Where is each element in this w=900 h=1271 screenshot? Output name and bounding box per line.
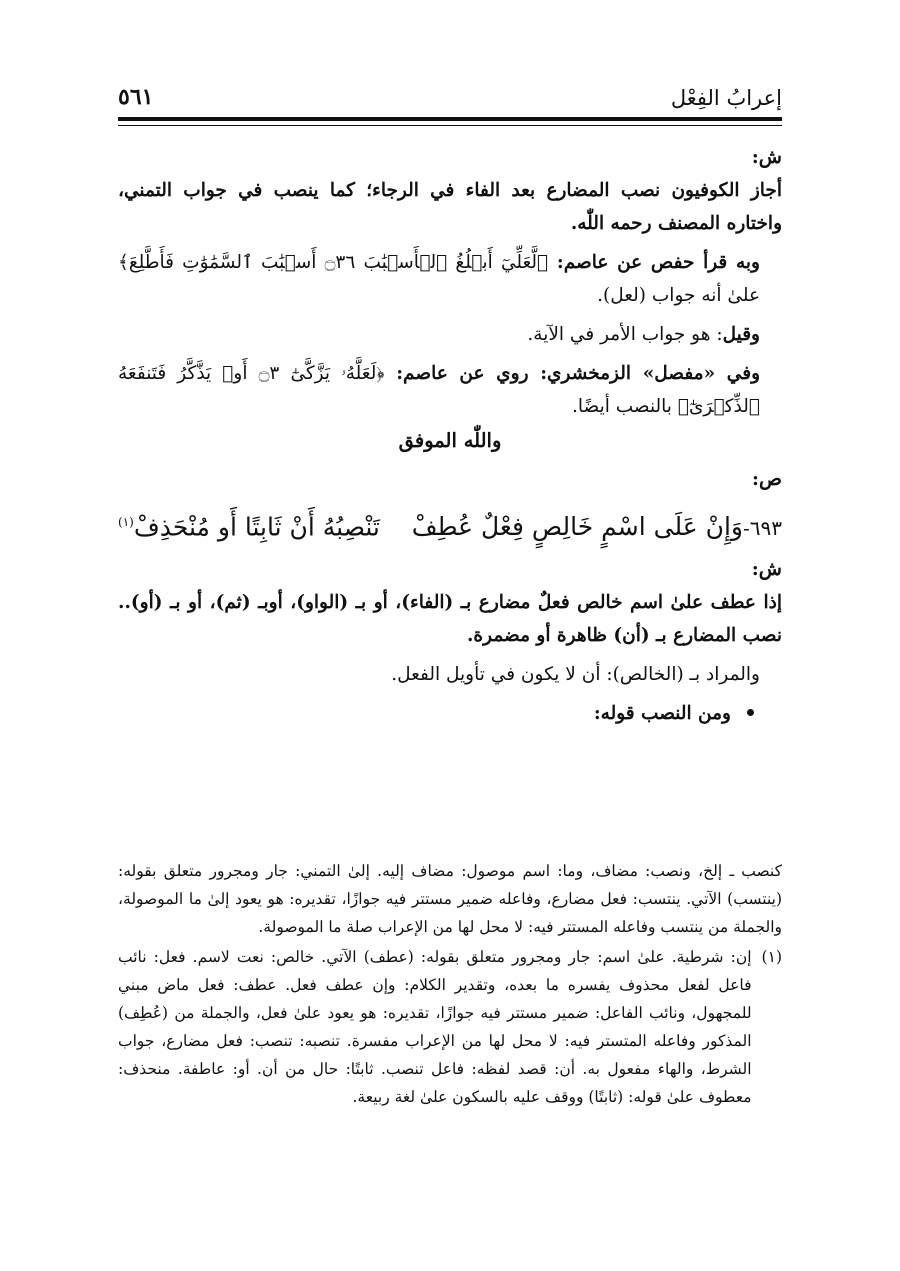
bullet-dot-icon [747,709,754,716]
poem-verse [118,498,782,552]
verse-first-text: وَإِنْ عَلَى اسْمٍ خَالِصٍ فِعْلٌ عُطِفْ [411,512,743,542]
quran-verse-abasa: ﴿لَعَلَّهُۥ يَزَّكَّىٰٓ ۝٣ أَوۡ يَذَّكَّرُ فَتَنفَعَهُ ٱلذِّكۡرَىٰٓ﴾ [118,363,760,417]
chapter-title: إعرابُ الفِعْل [670,86,782,110]
verse-second-text: تَنْصِبُهُ أَنْ ثَابِتًا أَو مُنْحَذِفْ [133,512,380,542]
paragraph-atf-rule: إذا عطف علىٰ اسم خالص فعلٌ مضارع بـ (الفاء)، أو بـ (الواو)، أوبـ (ثم)، أو بـ (أو).. نصب المضارع بـ (أن) ظاهرة أو مضمرة. [118,592,782,647]
header-rule-thick [118,117,782,121]
sharh-label: ش: [751,146,782,168]
hafs-intro: وبه قرأ حفص عن عاصم: [548,252,760,273]
verse-footnote-marker: (١) [118,515,134,529]
footnotes [118,857,782,1111]
footnote-1-text: إن: شرطية. علىٰ اسم: جار ومجرور متعلق بقوله: (عطف) الآتي. خالص: نعت لاسم. فعل: نائب فاعل لفعل محذوف يفسره ما بعده، وتقدير الكلام: وإن عطف فعل. عطف: فعل ماض مبني للمجهول، ونائب الفاعل: ضمير مستتر فيه جوازًا، تقديره: هو يعود علىٰ فعل، والجملة من (عُطِف) المذكور وفاعله المتستر فيه: لا محل لها من الإعراب مفسرة. تنصبه: تنصب: فعل مضارع، جواب الشرط، والهاء مفعول به. أن: قصد لفظه: فاعل تنصب. ثابتًا: حال من أن. أو: عاطفة. منحذف: معطوف علىٰ قوله: (ثابتًا) ووقف عليه بالسكون علىٰ لغة ربيعة. [118,948,752,1106]
zamakhshari-intro: وفي «مفصل» الزمخشري: روي عن عاصم: [384,363,761,384]
verse-number: ٦٩٣- [743,516,782,541]
page-number: ٥٦١ [118,84,154,110]
hafs-conclusion: علىٰ أنه جواب (لعل). [597,285,760,306]
closing-phrase: واللّٰه الموفق [398,429,502,452]
main-text [118,140,782,730]
paragraph-zamakhshari [118,357,782,423]
paragraph-hafs-reading [118,246,782,312]
paragraph-khalis-definition: والمراد بـ (الخالص): أن لا يكون في تأويل الفعل. [391,664,760,686]
header-rule-thin [118,125,782,126]
zamakhshari-conclusion: بالنصب أيضًا. [572,396,678,417]
verse-second-half [118,498,380,551]
page-header [118,78,782,114]
paragraph-amr-view [118,318,782,351]
paragraph-kufi-view: أجاز الكوفيون نصب المضارع بعد الفاء في الرجاء؛ كما ينصب في جواب التمني، واختاره المصنف رحمه اللّٰه. [118,180,782,234]
qila-label: وقيل [722,324,760,345]
bullet-text: ومن النصب قوله: [593,703,731,725]
footnote-1 [118,943,782,1111]
quran-verse-ghafir: ﴿لَّعَلِّيٓ أَبۡلُغُ ٱلۡأَسۡبَٰبَ ۝٣٦ أَسۡبَٰبَ ٱلسَّمَٰوَٰتِ فَأَطَّلِعَ﴾ [118,252,549,273]
footnote-continuation: كنصب ـ إلخ، ونصب: مضاف، وما: اسم موصول: مضاف إليه. إلىٰ التمني: جار ومجرور متعلق بقوله: (ينتسب) الآتي. ينتسب: فعل مضارع، وفاعله ضمير مستتر فيه جوازًا، تقديره: هو يعود إلىٰ ما الموصولة، والجملة من ينتسب وفاعله المستتر فيه: لا محل لها من الإعراب صلة ما الموصولة. [118,862,782,936]
amr-text: : هو جواب الأمر في الآية. [527,324,723,345]
verse-first-half [412,503,782,552]
matn-label: ص: [752,468,782,490]
bullet-item [118,697,782,730]
footnote-1-number: (١) [761,948,782,966]
sharh-label-2: ش: [751,558,782,581]
